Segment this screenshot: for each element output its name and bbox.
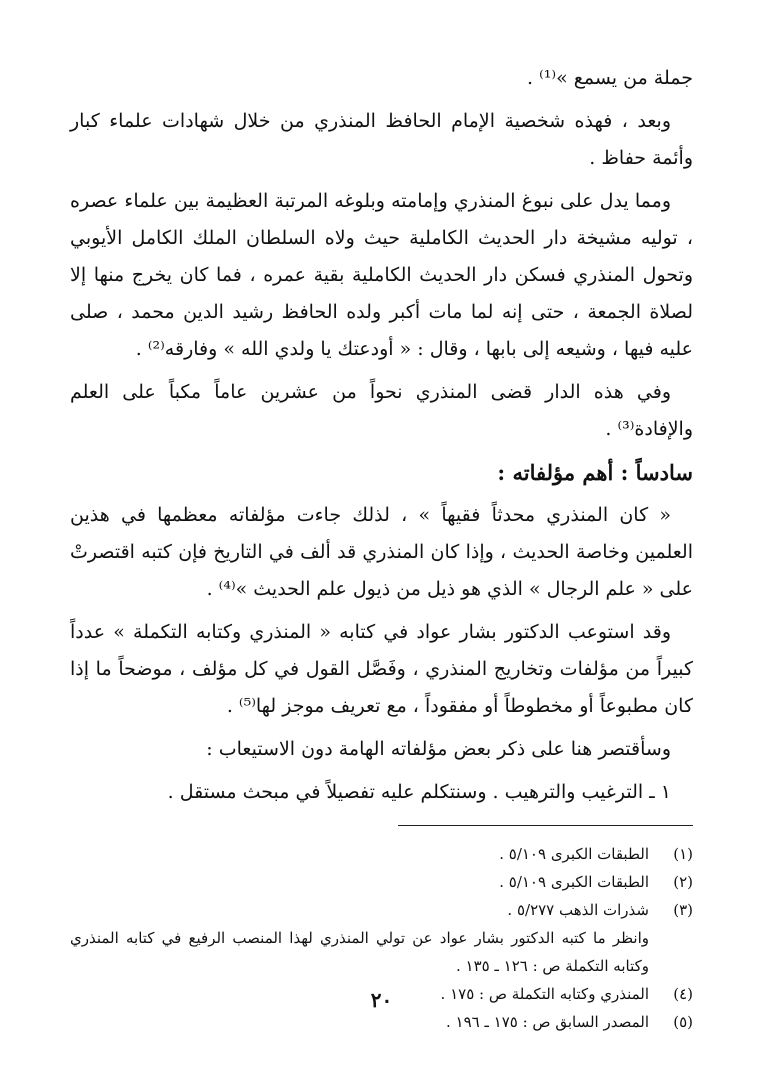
footnote-number: (٥) xyxy=(673,1013,693,1031)
footnote-continuation: وانظر ما كتبه الدكتور بشار عواد عن تولي المنذري لهذا المنصب الرفيع في كتابه المنذري وكتابه التكملة ص : ١٢٦ ـ ١٣٥ . xyxy=(70,929,649,975)
footnote-number: (٣) xyxy=(673,901,693,919)
footnote-text: المصدر السابق ص : ١٧٥ ـ ١٩٦ . xyxy=(446,1013,649,1031)
paragraph: جملة من يسمع »⁽¹⁾ . xyxy=(527,67,693,89)
footnote-number: (٤) xyxy=(673,985,693,1003)
paragraph: وفي هذه الدار قضى المنذري نحواً من عشرين عاماً مكباً على العلم والإفادة⁽³⁾ . xyxy=(70,381,693,440)
footnote-number: (٢) xyxy=(673,873,693,891)
list-item: ١ ـ الترغيب والترهيب . وسنتكلم عليه تفصيلاً في مبحث مستقل . xyxy=(167,781,671,803)
footnote xyxy=(70,1008,693,1036)
paragraph: وبعد ، فهذه شخصية الإمام الحافظ المنذري من خلال شهادات علماء كبار وأئمة حفاظ . xyxy=(70,110,693,169)
section-heading: سادساً : أهم مؤلفاته : xyxy=(497,460,693,485)
book-page xyxy=(70,60,693,1036)
footnote xyxy=(70,840,693,868)
footnote-text: الطبقات الكبرى ٥/١٠٩ . xyxy=(499,873,649,891)
footnote-text: الطبقات الكبرى ٥/١٠٩ . xyxy=(499,845,649,863)
footnote xyxy=(70,868,693,896)
footnote-text: شذرات الذهب ٥/٢٧٧ . xyxy=(507,901,649,919)
footnote-text: المنذري وكتابه التكملة ص : ١٧٥ . xyxy=(440,985,649,1003)
paragraph: وسأقتصر هنا على ذكر بعض مؤلفاته الهامة دون الاستيعاب : xyxy=(206,738,671,760)
footnote-number: (١) xyxy=(673,845,693,863)
main-text xyxy=(70,60,693,811)
paragraph: وقد استوعب الدكتور بشار عواد في كتابه « المنذري وكتابه التكملة » عدداً كبيراً من مؤلفات وتخاريج المنذري ، وفَصَّل القول في كل مؤلف ، موضحاً ما إذا كان مطبوعاً أو مخطوطاً أو مفقوداً ، مع تعريف موجز لها⁽⁵⁾ . xyxy=(70,621,693,717)
page-number: ٢٠ xyxy=(370,988,393,1012)
paragraph: ومما يدل على نبوغ المنذري وإمامته وبلوغه المرتبة العظيمة بين علماء عصره ، توليه مشيخة دار الحديث الكاملية حيث ولاه السلطان الملك الكامل الأيوبي وتحول المنذري فسكن دار الحديث الكاملية بقية عمره ، فما كان يخرج منها إلا لصلاة الجمعة ، حتى إنه لما مات أكبر ولده الحافظ رشيد الدين محمد ، صلى عليه فيها ، وشيعه إلى بابها ، وقال : « أودعتك يا ولدي الله » وفارقه⁽²⁾ . xyxy=(70,190,693,360)
footnote xyxy=(70,896,693,924)
paragraph: « كان المنذري محدثاً فقيهاً » ، لذلك جاءت مؤلفاته معظمها في هذين العلمين وخاصة الحديث ، وإذا كان المنذري قد ألف في التاريخ فإن كتبه اقتصرتْ على « علم الرجال » الذي هو ذيل من ذيول علم الحديث »⁽⁴⁾ . xyxy=(70,504,693,600)
footnote-divider xyxy=(398,825,693,826)
